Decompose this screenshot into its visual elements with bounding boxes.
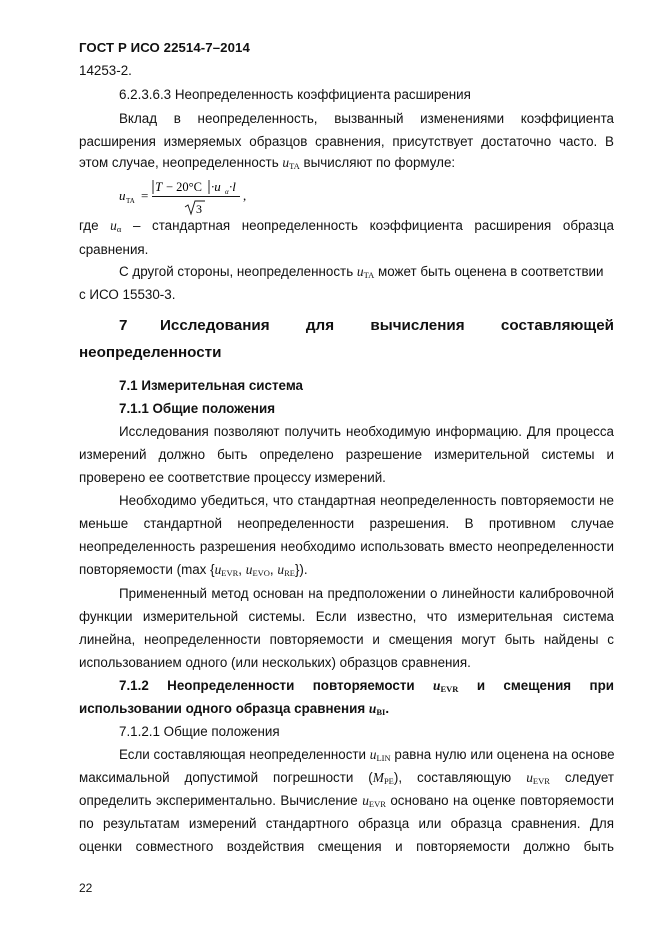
subscript-evr: EVR [440, 684, 459, 694]
subsection-7-1-2-title-cont [79, 701, 614, 718]
paragraph-line: оценки совместного воздействия смещения и повторяемости должно быть [79, 839, 614, 854]
symbol-u: u [356, 264, 364, 279]
formula-num-u: ·u [211, 179, 221, 194]
subscript-pe: PE [383, 776, 394, 786]
separator: , [269, 562, 278, 577]
subscript-re: RE [284, 568, 295, 578]
symbol-u: u [368, 701, 377, 716]
paragraph-line: Примененный метод основан на предположении о линейности калибровочной [119, 586, 614, 601]
text-span: и смещения при [476, 678, 614, 693]
subscript-bi: BI [376, 707, 386, 717]
paragraph-line [79, 218, 614, 235]
subscript-ta: TA [363, 270, 375, 280]
page-number: 22 [79, 881, 93, 895]
subsection-7-1-2-title [119, 678, 614, 695]
text-span: использовании одного образца сравнения [79, 701, 366, 716]
paragraph-line: меньше стандартной неопределенности разрешения. В противном случае [79, 516, 614, 531]
paragraph-line: линейна, неопределенности повторяемости и смещения могут быть найдены с [79, 632, 614, 647]
paragraph-line: функции измерительной системы. Если известно, что измерительная система [79, 609, 614, 624]
section-7-title-cont: неопределенности [79, 344, 222, 361]
subsection-7-1-2-1-title: 7.1.2.1 Общие положения [119, 724, 280, 739]
text-span: определить экспериментально. Вычисление [79, 793, 358, 808]
paragraph-line: проверено ее соответствие процессу измерений. [79, 470, 386, 485]
paragraph-line: по результатам измерений стандартного образца или образца сравнения. Для [79, 816, 614, 831]
subsection-7-1-1-title: 7.1.1 Общие положения [119, 401, 276, 416]
symbol-u: u [110, 218, 117, 233]
paragraph-line: Исследования позволяют получить необходимую информацию. Для процесса [119, 424, 614, 439]
separator: , [238, 562, 246, 577]
paragraph-line: расширения измеряемых образцов сравнения, присутствует достаточно часто. В [79, 134, 614, 149]
formula-equals: = [141, 188, 149, 203]
paragraph-line [119, 747, 614, 764]
sqrt-sign [185, 201, 205, 214]
subscript-evr: EVR [532, 776, 550, 786]
section-7-number: 7 [119, 317, 128, 334]
formula-lhs-sub: TA [126, 197, 135, 205]
symbol-u: u [282, 155, 290, 170]
formula-comma: , [243, 188, 247, 203]
symbol-u: u [369, 747, 377, 762]
symbol-u: u [526, 770, 533, 785]
text-span: С другой стороны, неопределенность [119, 264, 354, 279]
paragraph-line: Необходимо убедиться, что стандартная неопределенность повторяемости не [119, 493, 614, 508]
symbol-m: M [372, 770, 384, 785]
subscript-lin: LIN [376, 753, 391, 763]
paragraph-line [79, 770, 614, 787]
text-span: следует [564, 770, 614, 785]
text-span: где [79, 218, 99, 233]
subscript-evr: EVR [368, 799, 386, 809]
text-span: повторяемости (max { [79, 562, 215, 577]
paragraph-line: с ИСО 15530-3. [79, 287, 176, 302]
text-span: равна нулю или оценена на основе [394, 747, 615, 762]
text-span: Если составляющая неопределенности [119, 747, 367, 762]
formula-lhs: u [119, 188, 126, 203]
text-span: ), составляющую [393, 770, 512, 785]
symbol-u: u [277, 562, 285, 577]
text-span: может быть оценена в соответствии [378, 264, 604, 279]
paragraph-line: использованием одного (или нескольких) образцов сравнения. [79, 655, 471, 670]
paragraph-line: неопределенность разрешения необходимо использовать вместо неопределенности [79, 539, 614, 554]
subscript-alpha: α [116, 224, 122, 234]
subsection-7-1-title: 7.1 Измерительная система [119, 378, 303, 393]
paragraph-line [119, 264, 614, 281]
symbol-u: u [214, 562, 222, 577]
subscript-evo: EVO [252, 568, 270, 578]
text-span: – [132, 218, 141, 233]
paragraph-line [79, 155, 614, 172]
subsection-6-2-3-6-3-title: 6.2.3.6.3 Неопределенность коэффициента расширения [119, 87, 471, 102]
formula-num-sub: α [225, 188, 229, 196]
symbol-u: u [362, 793, 369, 808]
subscript-evr: EVR [221, 568, 239, 578]
section-7-title: Исследования для вычисления составляющей [160, 317, 614, 334]
symbol-u: u [433, 678, 441, 693]
paragraph-line: сравнения. [79, 242, 149, 257]
text-span: максимальной допустимой погрешности ( [79, 770, 373, 785]
paragraph-line [79, 793, 614, 810]
text-span: этом случае, неопределенность [79, 155, 279, 170]
formula-num-minus: − 20°C [166, 180, 203, 194]
formula-num-l: ·l [229, 179, 236, 194]
paragraph-line: Вклад в неопределенность, вызванный изменениями коэффициента [119, 111, 614, 126]
text-span: стандартная неопределенность коэффициента расширения образца [152, 218, 614, 233]
formula-num-t: T [155, 179, 163, 194]
paragraph-line: измерений должно быть определено разрешение измерительной системы и [79, 447, 614, 462]
symbol-u: u [245, 562, 253, 577]
formula-den: 3 [196, 202, 202, 216]
text-span: . [385, 701, 390, 716]
reference-tail: 14253-2. [79, 63, 132, 78]
paragraph-line [79, 562, 614, 579]
document-header: ГОСТ Р ИСО 22514-7–2014 [79, 40, 250, 55]
text-span: 7.1.2 Неопределенности повторяемости [119, 678, 415, 693]
formula-uta [119, 174, 319, 216]
text-span: }). [294, 562, 308, 577]
text-span: основано на оценке повторяемости [390, 793, 614, 808]
text-span: вычисляют по формуле: [303, 155, 456, 170]
subscript-ta: TA [289, 161, 300, 171]
